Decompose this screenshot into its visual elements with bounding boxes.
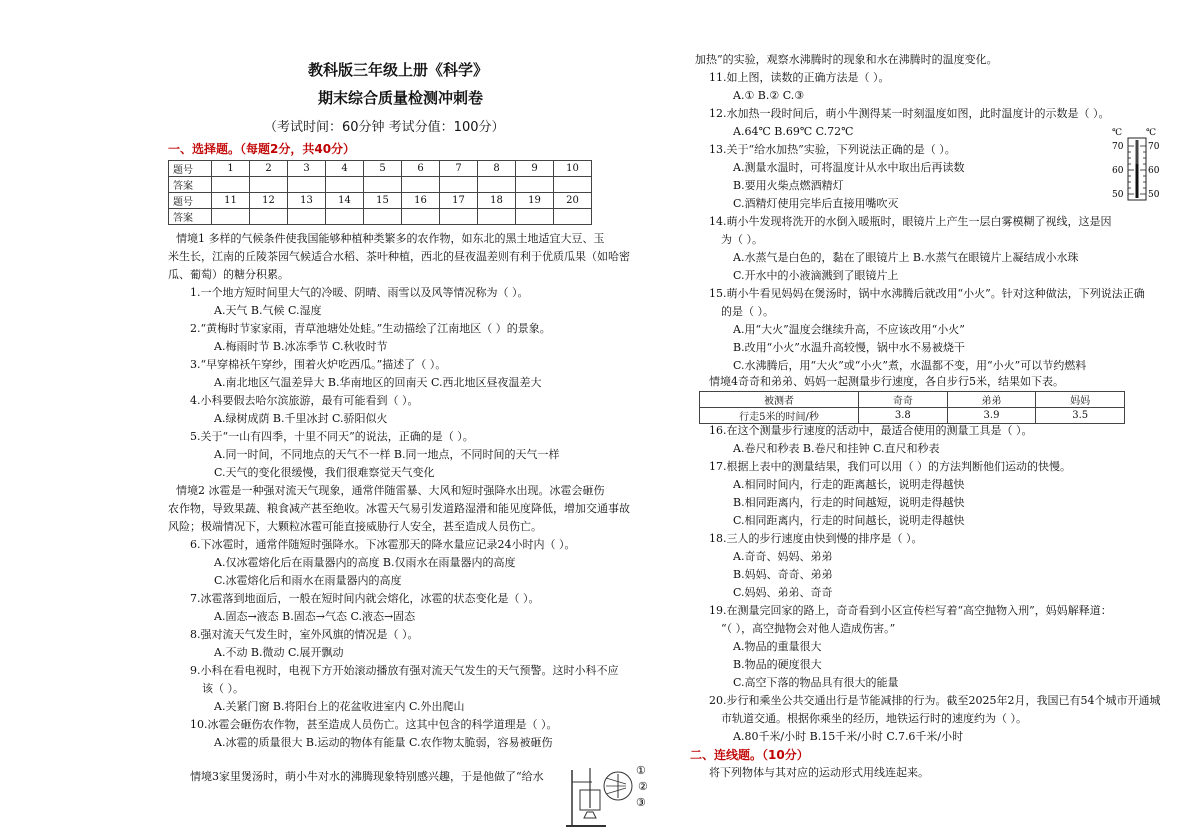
question-2: 2.“黄梅时节家家雨，青草池塘处处蛙。”生动描绘了江南地区（ ）的景象。	[190, 322, 551, 335]
answer-cell[interactable]	[364, 209, 402, 225]
scenario-1-text: 米生长，江南的丘陵茶园气候适合水稻、茶叶种植，西北的昼夜温差则有利于优质瓜果（如哈密	[168, 250, 630, 263]
answer-table-num-row-1	[169, 161, 592, 177]
speed-table-header-cell: 奇奇	[859, 392, 948, 408]
scenario-3-cont: 加热”的实验，观察水沸腾时的现象和水在沸腾时的温度变化。	[695, 53, 998, 66]
question-16: 16.在这个测量步行速度的活动中，最适合使用的测量工具是（ ）。	[709, 424, 1033, 437]
question-18-option-a: A.奇奇、妈妈、弟弟	[733, 550, 833, 563]
question-17-option-a: A.相同时间内，行走的距离越长，说明走得越快	[733, 478, 965, 491]
paper-title: 教科版三年级上册《科学》	[308, 61, 489, 79]
tick-60-right: 60	[1148, 166, 1160, 176]
speed-table-header-cell: 被测者	[700, 392, 859, 408]
question-5: 5.关于“一山有四季，十里不同天”的说法，正确的是（ ）。	[190, 430, 474, 443]
thermometer-unit-left: ℃	[1112, 128, 1123, 138]
answer-cell[interactable]	[288, 177, 326, 193]
num-label: 题号	[169, 193, 212, 209]
speed-table-value: 3.5	[1036, 408, 1125, 424]
question-12: 12.水加热一段时间后，萌小牛测得某一时刻温度如图，此时温度计的示数是（ ）。	[709, 107, 1110, 120]
question-14-option-ab: A.水蒸气是白色的，黏在了眼镜片上 B.水蒸气在眼镜片上凝结成小水珠	[733, 251, 1079, 264]
ans-label: 答案	[169, 177, 212, 193]
question-13-option-b: B.要用火柴点燃酒精灯	[733, 179, 844, 192]
speed-table-row	[700, 408, 1125, 424]
scenario-1-text: 瓜、葡萄）的糖分积累。	[168, 268, 289, 281]
answer-cell[interactable]	[402, 209, 440, 225]
scenario-2-text: 农作物，导致果蔬、粮食减产甚至绝收。冰雹天气易引发道路湿滑和能见度降低，增加交通事故	[168, 502, 630, 515]
num-cell: 13	[288, 193, 326, 209]
question-11-options: A.① B.② C.③	[733, 89, 805, 102]
answer-cell[interactable]	[516, 177, 554, 193]
answer-cell[interactable]	[440, 209, 478, 225]
num-label: 题号	[169, 161, 212, 177]
question-18: 18.三人的步行速度由快到慢的排序是（ ）。	[709, 532, 923, 545]
question-15-option-c: C.水沸腾后，用“大火”或“小火”煮，水温都不变，用“小火”可以节约燃料	[733, 359, 1087, 372]
num-cell: 19	[516, 193, 554, 209]
question-4: 4.小科要假去哈尔滨旅游，最有可能看到（ ）。	[190, 394, 419, 407]
speed-table-value: 3.8	[859, 408, 948, 424]
answer-cell[interactable]	[554, 177, 592, 193]
scenario-3-text: 情境3家里煲汤时，萌小牛对水的沸腾现象特别感兴趣，于是他做了“给水	[190, 770, 544, 783]
question-19-cont: “（ ），高空抛物会对他人造成伤害。”	[721, 622, 896, 635]
question-15-cont: 的是（ ）。	[721, 305, 774, 318]
speed-table-header-cell: 妈妈	[1036, 392, 1125, 408]
question-16-options: A.卷尺和秒表 B.卷尺和挂钟 C.直尺和秒表	[733, 442, 940, 455]
answer-cell[interactable]	[288, 209, 326, 225]
answer-cell[interactable]	[402, 177, 440, 193]
num-cell: 12	[250, 193, 288, 209]
question-4-options: A.绿树成荫 B.千里冰封 C.骄阳似火	[214, 412, 388, 425]
question-14: 14.萌小牛发现将洗开的水倒入暖瓶时，眼镜片上产生一层白雾模糊了视线，这是因	[709, 215, 1112, 228]
answer-cell[interactable]	[326, 209, 364, 225]
paper-subtitle: 期末综合质量检测冲刺卷	[318, 89, 484, 107]
question-19-option-c: C.高空下落的物品具有很大的能量	[733, 676, 899, 689]
question-14-cont: 为（ ）。	[721, 233, 763, 246]
figure-label-1: ①	[636, 764, 646, 777]
num-cell: 8	[478, 161, 516, 177]
question-11: 11.如上图，读数的正确方法是（ ）。	[709, 71, 890, 84]
question-8-options: A.不动 B.微动 C.展开飘动	[214, 646, 344, 659]
figure-label-2: ②	[638, 780, 648, 793]
answer-cell[interactable]	[364, 177, 402, 193]
question-12-options: A.64℃ B.69℃ C.72℃	[733, 125, 854, 138]
answer-table-ans-row-1	[169, 177, 592, 193]
num-cell: 7	[440, 161, 478, 177]
speed-table-value: 3.9	[947, 408, 1036, 424]
exam-info: （考试时间：60分钟 考试分值：100分）	[264, 120, 505, 135]
tick-70-right: 70	[1148, 142, 1160, 152]
num-cell: 2	[250, 161, 288, 177]
question-9-options: A.关紧门窗 B.将阳台上的花盆收进室内 C.外出爬山	[214, 700, 465, 713]
speed-table-header	[700, 392, 1125, 408]
question-17-option-b: B.相同距离内，行走的时间越短，说明走得越快	[733, 496, 965, 509]
question-17: 17.根据上表中的测量结果，我们可以用（ ）的方法判断他们运动的快慢。	[709, 460, 1071, 473]
question-18-option-c: C.妈妈、弟弟、奇奇	[733, 586, 833, 599]
question-1-options: A.天气 B.气候 C.湿度	[214, 304, 322, 317]
question-3: 3.“早穿棉袄午穿纱，围着火炉吃西瓜。”描述了（ ）。	[190, 358, 447, 371]
question-9-cont: 该（ ）。	[202, 682, 244, 695]
question-14-option-c: C.开水中的小液滴溅到了眼镜片上	[733, 269, 899, 282]
question-19-option-b: B.物品的硬度很大	[733, 658, 822, 671]
question-6-option-ab: A.仅冰雹熔化后在雨量器内的高度 B.仅雨水在雨量器内的高度	[214, 556, 516, 569]
scenario-2-text: 情境2 冰雹是一种强对流天气现象，通常伴随雷暴、大风和短时强降水出现。冰雹会砸伤	[176, 484, 605, 497]
question-18-option-b: B.妈妈、奇奇、弟弟	[733, 568, 833, 581]
num-cell: 20	[554, 193, 592, 209]
question-13-option-c: C.酒精灯使用完毕后直接用嘴吹灭	[733, 197, 899, 210]
question-10-options: A.冰雹的质量很大 B.运动的物体有能量 C.农作物太脆弱，容易被砸伤	[214, 736, 553, 749]
question-5-option-c: C.天气的变化很缓慢，我们很难察觉天气变化	[214, 466, 435, 479]
question-7: 7.冰雹落到地面后，一般在短时间内就会熔化，冰雹的状态变化是（ ）。	[190, 592, 540, 605]
question-13-option-a: A.测量水温时，可将温度计从水中取出后再读数	[733, 161, 965, 174]
answer-cell[interactable]	[250, 177, 288, 193]
question-20-options: A.80千米/小时 B.15千米/小时 C.7.6千米/小时	[733, 730, 964, 743]
tick-50-right: 50	[1148, 190, 1160, 200]
tick-70-left: 70	[1112, 142, 1124, 152]
figure-label-3: ③	[636, 796, 646, 809]
num-cell: 17	[440, 193, 478, 209]
boiling-apparatus-figure	[566, 760, 666, 830]
answer-cell[interactable]	[212, 177, 250, 193]
num-cell: 16	[402, 193, 440, 209]
num-cell: 6	[402, 161, 440, 177]
question-15-option-a: A.用“大火”温度会继续升高，不应该改用“小火”	[733, 323, 965, 336]
question-9: 9.小科在看电视时，电视下方开始滚动播放有强对流天气发生的天气预警。这时小科不应	[190, 664, 619, 677]
question-5-option-ab: A.同一时间，不同地点的天气不一样 B.同一地点，不同时间的天气一样	[214, 448, 560, 461]
answer-cell[interactable]	[212, 209, 250, 225]
num-cell: 14	[326, 193, 364, 209]
speed-table	[699, 391, 1125, 424]
question-7-options: A.固态→液态 B.固态→气态 C.液态→固态	[214, 610, 416, 623]
section1-title: 一、选择题。（每题2分，共40分）	[168, 142, 356, 156]
question-19: 19.在测量完回家的路上，奇奇看到小区宣传栏写着“高空抛物入刑”，妈妈解释道：	[709, 604, 1112, 617]
question-17-option-c: C.相同距离内，行走的时间越长，说明走得越快	[733, 514, 965, 527]
answer-cell[interactable]	[250, 209, 288, 225]
num-cell: 10	[554, 161, 592, 177]
scenario-2-text: 风险；极端情况下，大颗粒冰雹可能直接威胁行人安全，甚至造成人员伤亡。	[168, 520, 542, 533]
answer-cell[interactable]	[478, 209, 516, 225]
answer-table-ans-row-2	[169, 209, 592, 225]
question-8: 8.强对流天气发生时，室外风旗的情况是（ ）。	[190, 628, 419, 641]
answer-cell[interactable]	[516, 209, 554, 225]
scenario-1-text: 情境1 多样的气候条件使我国能够种植种类繁多的农作物，如东北的黑土地适宜大豆、玉	[176, 232, 605, 245]
scenario-4-text: 情境4奇奇和弟弟、妈妈一起测量步行速度，各自步行5米，结果如下表。	[709, 375, 1064, 388]
answer-cell[interactable]	[478, 177, 516, 193]
num-cell: 1	[212, 161, 250, 177]
answer-cell[interactable]	[326, 177, 364, 193]
section2-instruction: 将下列物体与其对应的运动形式用线连起来。	[709, 766, 929, 779]
question-3-options: A.南北地区气温差异大 B.华南地区的回南天 C.西北地区昼夜温差大	[214, 376, 542, 389]
question-19-option-a: A.物品的重量很大	[733, 640, 822, 653]
question-10: 10.冰雹会砸伤农作物，甚至造成人员伤亡。这其中包含的科学道理是（ ）。	[190, 718, 558, 731]
num-cell: 9	[516, 161, 554, 177]
section2-title: 二、连线题。（10分）	[690, 748, 809, 762]
question-2-options: A.梅雨时节 B.冰冻季节 C.秋收时节	[214, 340, 388, 353]
speed-table-row-label: 行走5米的时间/秒	[700, 408, 859, 424]
thermometer-unit-right: ℃	[1146, 128, 1157, 138]
question-20: 20.步行和乘坐公共交通出行是节能减排的行为。截至2025年2月，我国已有54个城市开通城	[709, 694, 1161, 707]
thermometer-figure	[1108, 126, 1168, 204]
tick-60-left: 60	[1112, 166, 1124, 176]
num-cell: 5	[364, 161, 402, 177]
num-cell: 11	[212, 193, 250, 209]
question-6: 6.下冰雹时，通常伴随短时强降水。下冰雹那天的降水量应记录24小时内（ ）。	[190, 538, 576, 551]
num-cell: 15	[364, 193, 402, 209]
question-1: 1.一个地方短时间里大气的冷暖、阴晴、雨雪以及风等情况称为（ ）。	[190, 286, 529, 299]
answer-table	[168, 160, 592, 225]
ans-label: 答案	[169, 209, 212, 225]
question-6-option-c: C.冰雹熔化后和雨水在雨量器内的高度	[214, 574, 402, 587]
answer-table-num-row-2	[169, 193, 592, 209]
question-15-option-b: B.改用“小火”水温升高较慢，锅中水不易被烧干	[733, 341, 965, 354]
question-20-cont: 市轨道交通。根据你乘坐的经历，地铁运行时的速度约为（ ）。	[721, 712, 1027, 725]
answer-cell[interactable]	[440, 177, 478, 193]
answer-cell[interactable]	[554, 209, 592, 225]
num-cell: 4	[326, 161, 364, 177]
num-cell: 18	[478, 193, 516, 209]
num-cell: 3	[288, 161, 326, 177]
speed-table-header-cell: 弟弟	[947, 392, 1036, 408]
tick-50-left: 50	[1112, 190, 1124, 200]
question-15: 15.萌小牛看见妈妈在煲汤时，锅中水沸腾后就改用“小火”。针对这种做法，下列说法正确	[709, 287, 1145, 300]
question-13: 13.关于“给水加热”实验，下列说法正确的是（ ）。	[709, 143, 956, 156]
